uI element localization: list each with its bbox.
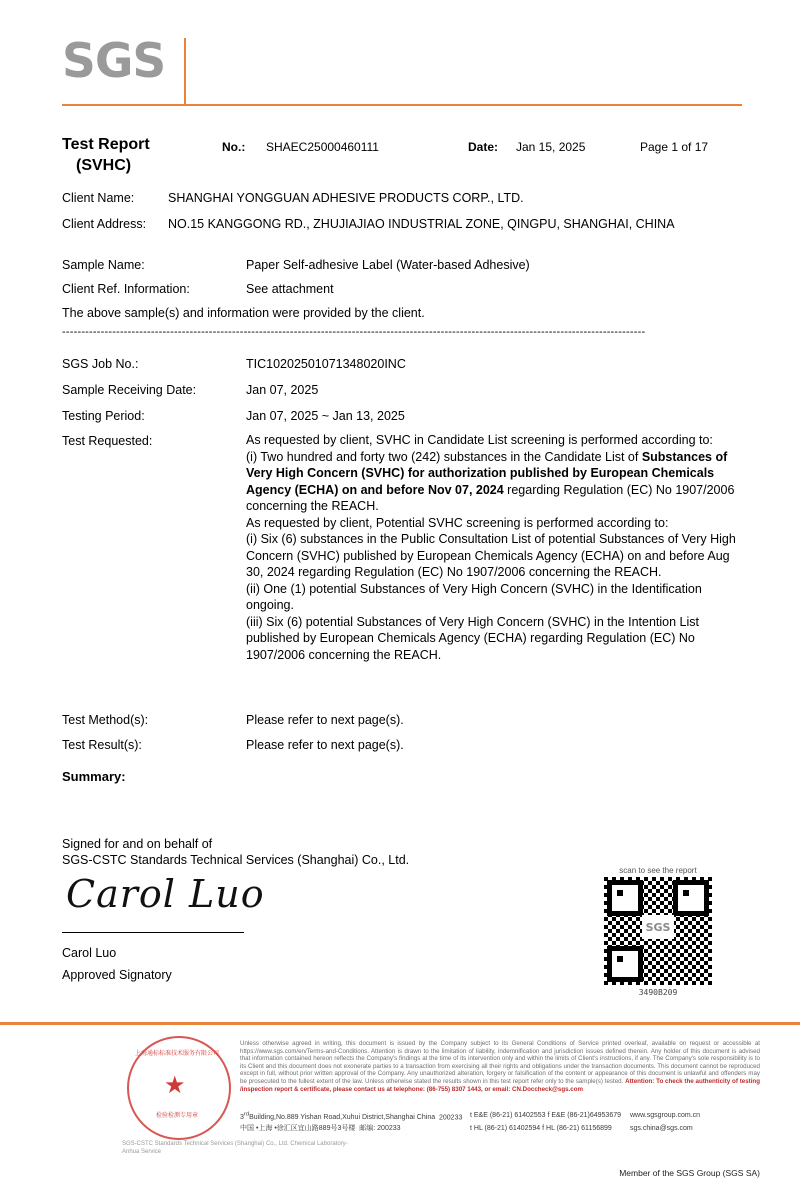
qr-block <box>600 866 716 997</box>
sgs-logo-text: SGS <box>62 34 166 89</box>
footer-phone-en: t E&E (86-21) 61402553 f E&E (86-21)64953679 <box>470 1112 621 1119</box>
qr-caption: scan to see the report <box>619 866 697 875</box>
footer-phone-cn: t HL (86-21) 61402594 f HL (86-21) 61156899 <box>470 1125 612 1133</box>
signed-for-line1: Signed for and on behalf of <box>62 837 213 851</box>
testing-period-label: Testing Period: <box>62 409 145 423</box>
footer-address-cn <box>240 1123 470 1134</box>
footer-terms <box>240 1040 760 1093</box>
sample-receiving-date-label: Sample Receiving Date: <box>62 383 197 397</box>
date-label: Date: <box>468 140 499 154</box>
footer-address-cn-text: 中国 •上海 •徐汇区宜山路889号3号楼 <box>240 1125 356 1133</box>
footer-divider <box>0 1022 800 1025</box>
stamp-side-text: SGS-CSTC Standards Technical Services (Shanghai) Co., Ltd. Chemical Laboratory-Anhua Service <box>122 1141 348 1155</box>
stamp-top-text: 上海通标标准技术服务有限公司 <box>134 1051 219 1057</box>
qr-finder-bottom-left <box>607 946 643 982</box>
qr-finder-top-left <box>607 880 643 916</box>
client-ref-label: Client Ref. Information: <box>62 282 190 296</box>
doc-no-value: SHAEC25000460111 <box>266 140 379 154</box>
test-requested-paragraph: (i) Two hundred and forty two (242) substances in the Candidate List of Substances of Very High Concern (SVHC) for authorization published by European Chemicals Agency (ECHA) on and before Nov 07, 2024 regarding Regulation (EC) No 1907/2006 concerning the REACH. <box>246 449 735 513</box>
page-title <box>62 134 222 176</box>
sample-name-label: Sample Name: <box>62 258 145 272</box>
client-address-label: Client Address: <box>62 217 147 231</box>
footer-terms-text: Unless otherwise agreed in writing, this document is issued by the Company subject to its General Conditions of Service printed overleaf, available on request or accessible at https://www.sgs.com/en/Terms-and-Conditions. Attention is drawn to the limitation of liability, indemnification and jurisdiction issues defined therein. Any holder of this document is advised that information contained hereon reflects the Company's findings at the time of its intervention only and within the limits of Client's instructions, if any. The Company's sole responsibility is to its Client and this document does not exonerate parties to a transaction from exercising all their rights and obligations under the transaction documents. This document cannot be reproduced except in full, without prior written approval of the Company. Any unauthorized alteration, forgery or falsification of the content or appearance of this document is unlawful and offenders may be prosecuted to the fullest extent of the law. Unless otherwise stated the results shown in this test report refer only to the sample(s) tested. <box>240 1040 760 1085</box>
sample-receiving-date-value: Jan 07, 2025 <box>246 383 319 397</box>
qr-center-logo: SGS <box>642 915 674 939</box>
section-divider: ------------------------------------------------------------------------------------------------------------------------------------------------------- <box>62 326 646 338</box>
test-requested-paragraph: (ii) One (1) potential Substances of Very High Concern (SVHC) in the Identification ongoing. <box>246 581 702 612</box>
logo-vertical-rule <box>184 38 186 104</box>
test-method-value: Please refer to next page(s). <box>246 713 404 727</box>
signatory-role: Approved Signatory <box>62 968 172 982</box>
signed-for-line2: SGS-CSTC Standards Technical Services (Shanghai) Co., Ltd. <box>62 853 410 867</box>
client-ref-value: See attachment <box>246 282 334 296</box>
footer-member-text: Member of the SGS Group (SGS SA) <box>619 1168 760 1178</box>
footer-address-block <box>240 1110 760 1134</box>
client-name-label: Client Name: <box>62 191 135 205</box>
testing-period-value: Jan 07, 2025 ~ Jan 13, 2025 <box>246 409 405 423</box>
page-number: Page 1 of 17 <box>640 140 709 154</box>
qr-id: 3490B209 <box>638 988 678 997</box>
provided-note: The above sample(s) and information were provided by the client. <box>62 306 425 320</box>
sgs-job-no-label: SGS Job No.: <box>62 357 139 371</box>
sgs-logo <box>62 36 192 106</box>
test-requested-paragraph: As requested by client, Potential SVHC screening is performed according to: <box>246 515 669 530</box>
test-method-label: Test Method(s): <box>62 713 149 727</box>
summary-label: Summary: <box>62 769 126 784</box>
footer-web-en: www.sgsgroup.com.cn <box>630 1112 701 1119</box>
test-requested-paragraph: (i) Six (6) substances in the Public Consultation List of potential Substances of Very High Concern (SVHC) published by European Chemicals Agency (ECHA) on and before Aug 30, 2024 regarding Regulation (EC) No 1907/2006 concerning the REACH. <box>246 532 736 579</box>
star-icon: ★ <box>164 1072 186 1099</box>
footer-postcode-en: 200233 <box>439 1114 463 1122</box>
test-result-value: Please refer to next page(s). <box>246 738 404 752</box>
doc-no-label: No.: <box>222 140 246 154</box>
client-name-value: SHANGHAI YONGGUAN ADHESIVE PRODUCTS CORP., LTD. <box>168 191 524 205</box>
handwritten-signature: Carol Luo <box>66 872 265 916</box>
qr-finder-top-right <box>673 880 709 916</box>
sgs-job-no-value: TIC10202501071348020INC <box>246 357 406 371</box>
page-title-line2: (SVHC) <box>76 157 132 174</box>
footer-postcode-cn: 邮编: 200233 <box>359 1125 401 1133</box>
signature-line <box>62 932 244 933</box>
footer-address-en: 3rdBuilding,No.889 Yishan Road,Xuhui District,Shanghai China 200233 <box>240 1112 463 1122</box>
footer-attention-text[interactable]: Attention: To check the authenticity of testing /inspection report & certificate, please contact us at telephone: (86-755) 8307 1443, or email: CN.Doccheck@sgs.com <box>240 1077 760 1093</box>
test-requested-paragraph: (iii) Six (6) potential Substances of Very High Concern (SVHC) in the Intention List published by European Chemicals Agency (ECHA) regarding Regulation (EC) No 1907/2006 concerning the REACH. <box>246 614 699 662</box>
signed-for-block <box>62 836 409 868</box>
date-value: Jan 15, 2025 <box>516 140 586 154</box>
qr-code-icon[interactable] <box>604 877 712 985</box>
signatory-name: Carol Luo <box>62 946 117 960</box>
sample-name-value: Paper Self-adhesive Label (Water-based Adhesive) <box>246 258 530 272</box>
test-requested-body <box>246 432 742 663</box>
header-divider <box>62 104 742 106</box>
client-address-value: NO.15 KANGGONG RD., ZHUJIAJIAO INDUSTRIAL ZONE, QINGPU, SHANGHAI, CHINA <box>168 217 675 231</box>
stamp-bottom-text: 检验检测专用章 <box>155 1113 198 1119</box>
test-result-label: Test Result(s): <box>62 738 142 752</box>
test-requested-paragraph: As requested by client, SVHC in Candidate List screening is performed according to: <box>246 433 713 447</box>
page-title-line1: Test Report <box>62 136 150 153</box>
footer-web-cn: sgs.china@sgs.com <box>630 1125 693 1133</box>
test-requested-label: Test Requested: <box>62 434 153 448</box>
